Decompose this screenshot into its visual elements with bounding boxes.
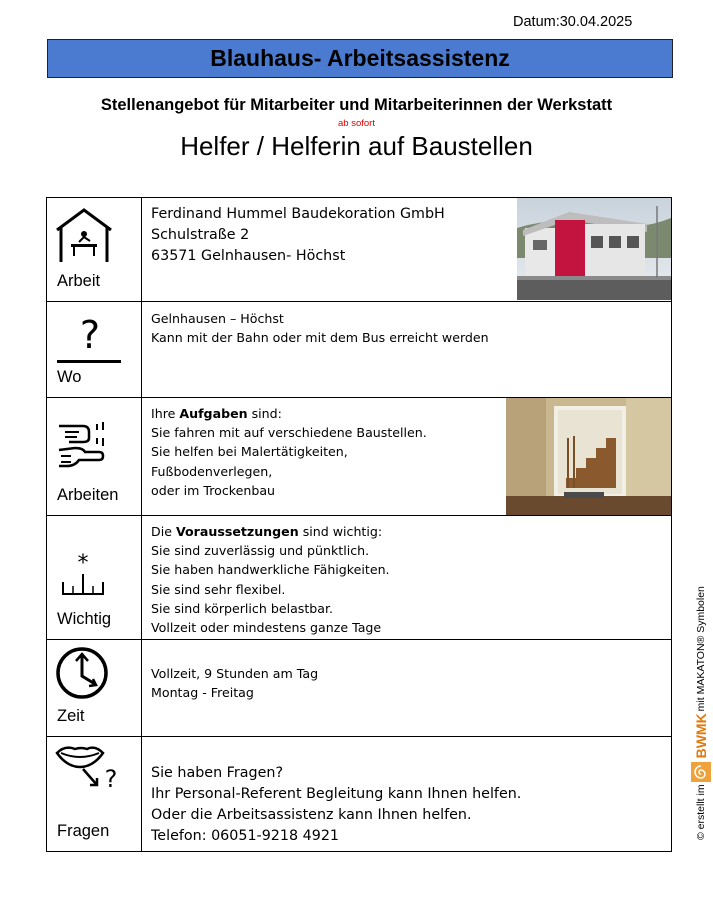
start-immediately-note: ab sofort — [338, 118, 375, 129]
work-days: Montag - Freitag — [151, 685, 254, 701]
schedule-text — [142, 640, 671, 702]
contact-referent: Ihr Personal-Referent Begleitung kann Ihnen helfen. — [151, 786, 522, 802]
clock-icon — [55, 646, 109, 700]
symbol-cell-arbeit — [47, 198, 142, 302]
company-name: Ferdinand Hummel Baudekoration GmbH — [151, 206, 445, 222]
contact-text — [142, 737, 671, 847]
company-building-photo — [517, 198, 671, 300]
bwmk-logo-text: BWMK — [693, 713, 709, 759]
content-wo — [142, 302, 672, 398]
requirements-intro-pre: Die — [151, 524, 176, 539]
spiral-logo-icon — [691, 762, 711, 782]
hands-working-icon — [55, 418, 117, 472]
content-fragen — [142, 737, 672, 852]
symbol-cell-zeit — [47, 640, 142, 737]
row-fragen — [47, 737, 672, 852]
requirements-intro — [151, 522, 671, 541]
question-location-icon — [55, 314, 125, 366]
requirement-item: Vollzeit oder mindestens ganze Tage — [151, 620, 382, 636]
row-wo — [47, 302, 672, 398]
credit-suffix: mit MAKATON® Symbolen — [695, 586, 707, 712]
interior-staircase-photo — [506, 398, 671, 515]
requirements-text — [142, 516, 671, 637]
job-info-table — [46, 197, 672, 852]
house-workbench-icon — [53, 206, 115, 264]
svg-text:?: ? — [104, 765, 118, 793]
requirement-item: Sie sind zuverlässig und pünktlich. — [151, 543, 370, 559]
contact-assistance: Oder die Arbeitsassistenz kann Ihnen helfen. — [151, 807, 472, 823]
symbol-cell-arbeiten — [47, 398, 142, 516]
symbol-cell-fragen — [47, 737, 142, 852]
row-wichtig — [47, 516, 672, 640]
requirements-intro-post: sind wichtig: — [298, 524, 383, 539]
subtitle: Stellenangebot für Mitarbeiter und Mitarbeiterinnen der Werkstatt — [100, 96, 613, 114]
page-banner: Blauhaus- Arbeitsassistenz — [47, 39, 673, 78]
row-arbeiten — [47, 398, 672, 516]
row-zeit — [47, 640, 672, 737]
label-zeit: Zeit — [57, 707, 85, 725]
task-item: oder im Trockenbau — [151, 482, 276, 498]
requirement-item: Sie sind körperlich belastbar. — [151, 600, 334, 616]
speaking-mouth-question-icon — [53, 741, 125, 795]
company-street: Schulstraße 2 — [151, 227, 250, 243]
label-wo: Wo — [57, 368, 82, 386]
label-fragen: Fragen — [57, 822, 110, 840]
tasks-intro-pre: Ihre — [151, 406, 180, 421]
makaton-credit — [690, 520, 712, 840]
content-wichtig — [142, 516, 672, 640]
location-text — [142, 302, 671, 347]
task-item: Fußbodenverlegen, — [151, 463, 273, 479]
questions-prompt: Sie haben Fragen? — [151, 765, 284, 781]
label-arbeit: Arbeit — [57, 272, 101, 290]
svg-text:?: ? — [79, 314, 101, 357]
credit-prefix: © erstellt im — [695, 784, 707, 840]
important-marker-icon — [61, 552, 121, 598]
hours-per-day: Vollzeit, 9 Stunden am Tag — [151, 666, 319, 681]
contact-phone: Telefon: 06051-9218 4921 — [151, 828, 340, 844]
label-arbeiten: Arbeiten — [57, 486, 119, 504]
tasks-intro-bold: Aufgaben — [179, 406, 248, 421]
content-arbeiten — [142, 398, 672, 516]
label-wichtig: Wichtig — [57, 610, 112, 628]
content-zeit — [142, 640, 672, 737]
date-label: Datum:30.04.2025 — [513, 14, 633, 30]
symbol-cell-wichtig — [47, 516, 142, 640]
requirement-item: Sie haben handwerkliche Fähigkeiten. — [151, 562, 390, 578]
task-item: Sie helfen bei Malertätigkeiten, — [151, 444, 348, 460]
tasks-intro-post: sind: — [247, 406, 282, 421]
requirement-item: Sie sind sehr flexibel. — [151, 581, 286, 597]
requirements-intro-bold: Voraussetzungen — [175, 524, 299, 539]
transport-note: Kann mit der Bahn oder mit dem Bus erreicht werden — [151, 330, 489, 346]
company-city: 63571 Gelnhausen- Höchst — [151, 248, 346, 264]
job-title: Helfer / Helferin auf Baustellen — [180, 131, 533, 161]
location-name: Gelnhausen – Höchst — [151, 311, 284, 326]
svg-text:*: * — [77, 552, 89, 576]
task-item: Sie fahren mit auf verschiedene Baustellen. — [151, 425, 427, 441]
content-arbeit — [142, 198, 672, 302]
symbol-cell-wo — [47, 302, 142, 398]
row-arbeit — [47, 198, 672, 302]
